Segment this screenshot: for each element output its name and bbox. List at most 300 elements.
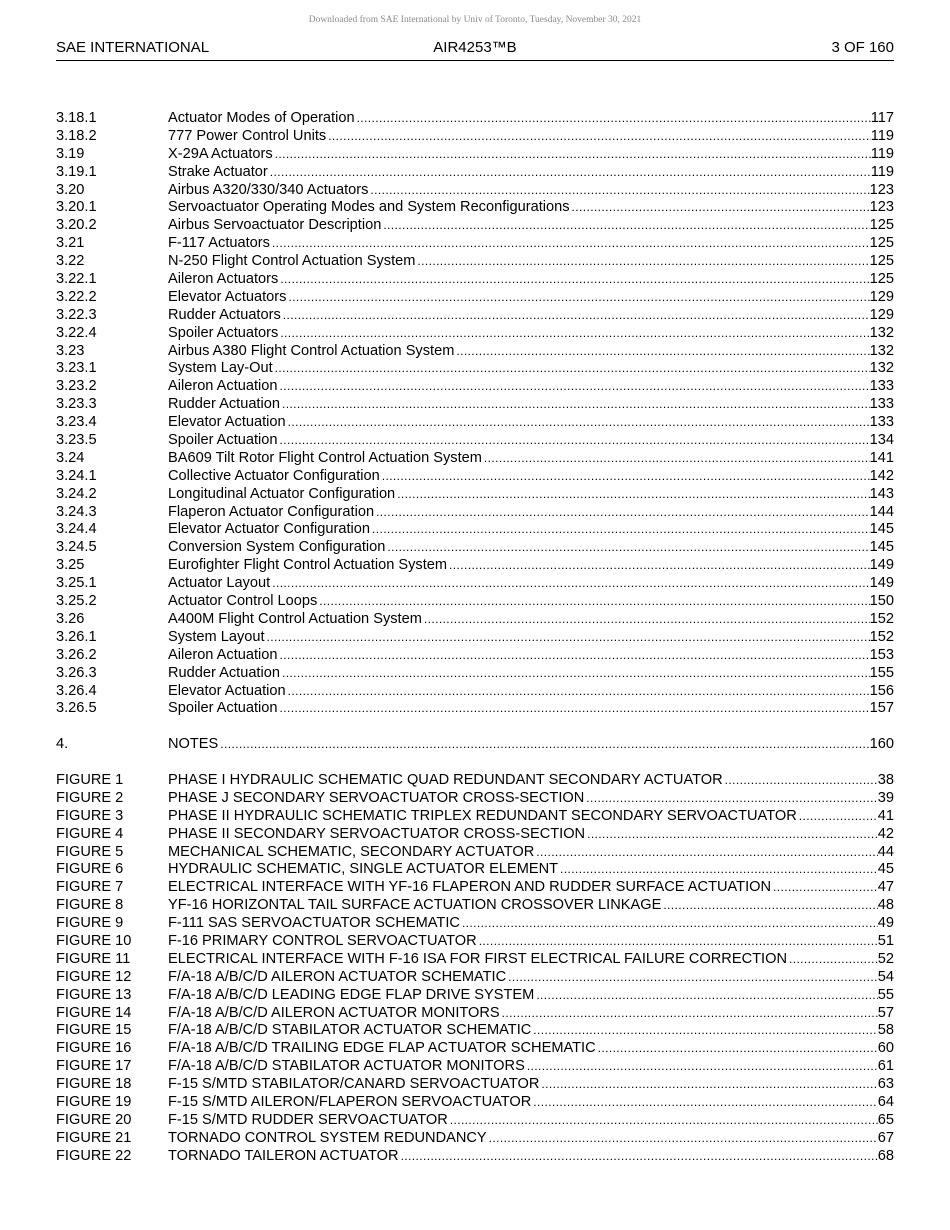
toc-entry-title: YF-16 HORIZONTAL TAIL SURFACE ACTUATION CROSSOVER LINKAGE <box>168 897 662 914</box>
dot-leader <box>270 575 869 593</box>
toc-entry-number: FIGURE 4 <box>56 825 124 842</box>
toc-entry-number: FIGURE 13 <box>56 986 132 1003</box>
toc-entry-title: ELECTRICAL INTERFACE WITH YF-16 FLAPERON AND RUDDER SURFACE ACTUATION <box>168 879 772 896</box>
toc-entry-title: BA609 Tilt Rotor Flight Control Actuation System <box>168 449 482 466</box>
toc-entry-body <box>168 969 894 987</box>
dot-leader <box>268 164 871 182</box>
toc-entry-page: 133 <box>869 414 894 431</box>
toc-entry-number: 3.23.3 <box>56 396 97 413</box>
toc-entry-page: 149 <box>869 575 894 592</box>
dot-leader <box>399 1148 878 1166</box>
dot-leader <box>570 199 870 217</box>
dot-leader <box>317 593 869 611</box>
toc-entry-body <box>168 378 894 396</box>
toc-entry-page: 42 <box>877 825 894 842</box>
dot-leader <box>487 1130 878 1148</box>
toc-entry-page: 57 <box>877 1004 894 1021</box>
toc-entry-body <box>168 307 894 325</box>
toc-entry-title: F/A-18 A/B/C/D AILERON ACTUATOR MONITORS <box>168 1004 500 1021</box>
dot-leader <box>370 521 870 539</box>
toc-figure-entry[interactable] <box>56 1112 894 1130</box>
toc-entry-body <box>168 683 894 701</box>
toc-entry-title: N-250 Flight Control Actuation System <box>168 253 416 270</box>
toc-section-entry[interactable] <box>56 343 894 361</box>
toc-section-entry[interactable] <box>56 504 894 522</box>
dot-leader <box>280 396 870 414</box>
toc-entry-page: 67 <box>877 1129 894 1146</box>
toc-entry-title: HYDRAULIC SCHEMATIC, SINGLE ACTUATOR ELEMENT <box>168 861 559 878</box>
toc-entry-page: 133 <box>869 396 894 413</box>
toc-entry-body <box>168 772 894 790</box>
dot-leader <box>448 1112 878 1130</box>
toc-section-entry[interactable] <box>56 325 894 343</box>
toc-figure-entry[interactable] <box>56 969 894 987</box>
toc-entry-title: Longitudinal Actuator Configuration <box>168 485 396 502</box>
toc-entry-page: 141 <box>869 449 894 466</box>
toc-entry-number: 3.18.1 <box>56 110 97 126</box>
toc-section-entry[interactable] <box>56 575 894 593</box>
toc-entry-title: F-117 Actuators <box>168 235 270 252</box>
toc-entry-page: 160 <box>869 736 894 752</box>
toc-entry-body <box>168 360 894 378</box>
toc-entry-body <box>168 450 894 468</box>
toc-entry-page: 132 <box>869 324 894 341</box>
toc-figures-list <box>56 772 894 1166</box>
toc-section-entry[interactable] <box>56 110 894 128</box>
dot-leader <box>381 217 869 235</box>
toc-section-entry[interactable] <box>56 378 894 396</box>
toc-entry-title: Elevator Actuation <box>168 414 286 431</box>
toc-figure-entry[interactable] <box>56 772 894 790</box>
toc-entry-page: 52 <box>877 950 894 967</box>
toc-entry-body <box>168 343 894 361</box>
toc-section-entry[interactable] <box>56 235 894 253</box>
toc-figure-entry[interactable] <box>56 1076 894 1094</box>
toc-entry-number: FIGURE 21 <box>56 1129 132 1146</box>
toc-entry-body <box>168 1076 894 1094</box>
toc-entry-page: 156 <box>869 682 894 699</box>
toc-entry-title: Collective Actuator Configuration <box>168 467 380 484</box>
toc-entry-page: 45 <box>877 861 894 878</box>
dot-leader <box>482 450 870 468</box>
toc-entry-page: 51 <box>877 933 894 950</box>
toc-entry-body <box>168 468 894 486</box>
toc-section-entry[interactable] <box>56 271 894 289</box>
dot-leader <box>380 468 870 486</box>
dot-leader <box>286 683 870 701</box>
dot-leader <box>477 933 878 951</box>
toc-entry-number: 3.20.1 <box>56 199 97 216</box>
toc-entry-title: Actuator Control Loops <box>168 593 318 610</box>
toc-entry-number: 3.22.3 <box>56 306 97 323</box>
toc-entry-page: 60 <box>877 1040 894 1057</box>
toc-entry-body <box>168 1148 894 1166</box>
toc-entry-page: 153 <box>869 646 894 663</box>
toc-entry-page: 38 <box>877 772 894 788</box>
toc-entry-number: 3.23 <box>56 342 85 359</box>
toc-section-entry[interactable] <box>56 593 894 611</box>
toc-entry-page: 142 <box>869 467 894 484</box>
toc-entry-title: TORNADO CONTROL SYSTEM REDUNDANCY <box>168 1129 487 1146</box>
toc-section-entry[interactable] <box>56 450 894 468</box>
toc-entry-number: 3.21 <box>56 235 85 252</box>
toc-entry-body <box>168 611 894 629</box>
toc-entry-title: Servoactuator Operating Modes and System Reconfigurations <box>168 199 570 216</box>
toc-entry-page: 64 <box>877 1094 894 1111</box>
toc-entry-title: Rudder Actuators <box>168 306 281 323</box>
toc-entry-number: 3.26 <box>56 610 85 627</box>
toc-entry-title: X-29A Actuators <box>168 145 273 162</box>
toc-figure-entry[interactable] <box>56 1022 894 1040</box>
toc-entry-title: F-111 SAS SERVOACTUATOR SCHEMATIC <box>168 915 460 932</box>
toc-entry-number: 3.23.4 <box>56 414 97 431</box>
toc-entry-page: 125 <box>869 253 894 270</box>
toc-entry-body <box>168 110 894 128</box>
dot-leader <box>771 879 878 897</box>
dot-leader <box>454 343 869 361</box>
toc-entry-body <box>168 1040 894 1058</box>
dot-leader <box>326 128 871 146</box>
toc-entry-number: 3.23.5 <box>56 432 97 449</box>
toc-entry-page: 61 <box>877 1058 894 1075</box>
toc-entry-body <box>168 861 894 879</box>
toc-entry-number: 3.19 <box>56 145 85 162</box>
toc-section-entry[interactable] <box>56 432 894 450</box>
toc-figure-entry[interactable] <box>56 933 894 951</box>
toc-figure-entry[interactable] <box>56 861 894 879</box>
toc-figure-entry[interactable] <box>56 808 894 826</box>
toc-entry-title: F-15 S/MTD STABILATOR/CANARD SERVOACTUATOR <box>168 1076 540 1093</box>
toc-entry-body <box>168 235 894 253</box>
toc-sections-list <box>56 110 894 718</box>
dot-leader <box>460 915 878 933</box>
toc-entry-title: Spoiler Actuation <box>168 700 278 717</box>
toc-entry-page: 48 <box>877 897 894 914</box>
toc-entry-title: ELECTRICAL INTERFACE WITH F-16 ISA FOR FIRST ELECTRICAL FAILURE CORRECTION <box>168 950 787 967</box>
toc-entry-page: 54 <box>877 968 894 985</box>
toc-entry-body <box>168 1022 894 1040</box>
toc-section-entry[interactable] <box>56 521 894 539</box>
toc-entry-title: Flaperon Actuator Configuration <box>168 503 375 520</box>
toc-entry-number: 3.25 <box>56 557 85 574</box>
toc-entry-page: 145 <box>869 539 894 556</box>
toc-entry-title: Elevator Actuation <box>168 682 286 699</box>
toc-figure-entry[interactable] <box>56 844 894 862</box>
toc-entry-number: 3.25.2 <box>56 593 97 610</box>
toc-entry-title: System Layout <box>168 628 265 645</box>
toc-entry-number: 3.20 <box>56 181 85 198</box>
toc-entry-title: F-16 PRIMARY CONTROL SERVOACTUATOR <box>168 933 477 950</box>
toc-section-entry[interactable] <box>56 629 894 647</box>
toc-entry-body <box>168 504 894 522</box>
toc-entry-number: FIGURE 5 <box>56 843 124 860</box>
toc-entry-body <box>168 1005 894 1023</box>
toc-entry-body <box>168 1058 894 1076</box>
toc-section-entry[interactable] <box>56 146 894 164</box>
toc-figure-entry[interactable] <box>56 1040 894 1058</box>
dot-leader <box>265 629 870 647</box>
dot-leader <box>584 790 877 808</box>
toc-entry-body <box>168 1112 894 1130</box>
toc-section-entry[interactable] <box>56 414 894 432</box>
toc-entry-page: 58 <box>877 1022 894 1039</box>
publisher-name: SAE INTERNATIONAL <box>56 39 210 56</box>
dot-leader <box>278 432 870 450</box>
toc-section-entry[interactable] <box>56 665 894 683</box>
toc-entry-number: 4. <box>56 736 69 752</box>
dot-leader <box>539 1076 877 1094</box>
toc-entry-title: PHASE II HYDRAULIC SCHEMATIC TRIPLEX REDUNDANT SECONDARY SERVOACTUATOR <box>168 807 797 824</box>
toc-entry-page: 63 <box>877 1076 894 1093</box>
toc-figure-entry[interactable] <box>56 1058 894 1076</box>
dot-leader <box>531 1094 877 1112</box>
toc-entry-title: F-15 S/MTD AILERON/FLAPERON SERVOACTUATOR <box>168 1094 532 1111</box>
toc-entry-number: 3.25.1 <box>56 575 97 592</box>
toc-entry-page: 149 <box>869 557 894 574</box>
dot-leader <box>368 182 869 200</box>
toc-entry-body <box>168 128 894 146</box>
toc-entry-page: 143 <box>869 485 894 502</box>
toc-section-entry[interactable] <box>56 360 894 378</box>
toc-section-entry[interactable] <box>56 217 894 235</box>
toc-entry-number: FIGURE 6 <box>56 861 124 878</box>
toc-figure-entry[interactable] <box>56 951 894 969</box>
toc-entry-number: FIGURE 15 <box>56 1022 132 1039</box>
toc-section-entry[interactable] <box>56 182 894 200</box>
toc-entry-body <box>168 879 894 897</box>
toc-entry-title: Rudder Actuation <box>168 664 280 681</box>
toc-entry-body <box>168 897 894 915</box>
dot-leader <box>278 700 870 718</box>
toc-section-entry[interactable] <box>56 164 894 182</box>
toc-entry-body <box>168 182 894 200</box>
toc-section-entry[interactable] <box>56 468 894 486</box>
toc-section-entry[interactable] <box>56 253 894 271</box>
toc-entry-body <box>168 1130 894 1148</box>
toc-section-entry[interactable] <box>56 307 894 325</box>
toc-figure-entry[interactable] <box>56 879 894 897</box>
toc-entry-body <box>168 521 894 539</box>
dot-leader <box>506 969 878 987</box>
download-banner: Downloaded from SAE International by Univ of Toronto, Tuesday, November 30, 2021 <box>308 15 642 25</box>
toc-section-entry[interactable] <box>56 700 894 718</box>
toc-entry-page: 49 <box>877 915 894 932</box>
toc-entry-title: PHASE J SECONDARY SERVOACTUATOR CROSS-SECTION <box>168 789 585 806</box>
dot-leader <box>422 611 870 629</box>
toc-entry-number: 3.18.2 <box>56 127 97 144</box>
toc-section-entry[interactable] <box>56 539 894 557</box>
toc-entry-body <box>168 146 894 164</box>
toc-entry-page: 119 <box>870 163 894 180</box>
dot-leader <box>531 1022 877 1040</box>
toc-entry-title: Aileron Actuation <box>168 646 278 663</box>
toc-entry-page: 155 <box>869 664 894 681</box>
toc-entry-body <box>168 289 894 307</box>
toc-entry-page: 132 <box>869 360 894 377</box>
toc-entry-page: 152 <box>869 610 894 627</box>
toc-entry-number: FIGURE 14 <box>56 1004 132 1021</box>
toc-figure-entry[interactable] <box>56 987 894 1005</box>
toc-entry-title: Conversion System Configuration <box>168 539 386 556</box>
toc-entry-number: 3.24.3 <box>56 503 97 520</box>
toc-entry-body <box>168 414 894 432</box>
toc-entry-body <box>168 217 894 235</box>
toc-entry-body <box>168 486 894 504</box>
dot-leader <box>273 360 870 378</box>
toc-entry-body <box>168 557 894 575</box>
toc-entry-page: 125 <box>869 235 894 252</box>
toc-entry-title: Rudder Actuation <box>168 396 280 413</box>
dot-leader <box>797 808 878 826</box>
toc-entry-title: Aileron Actuation <box>168 378 278 395</box>
toc-entry-title: F/A-18 A/B/C/D LEADING EDGE FLAP DRIVE SYSTEM <box>168 986 535 1003</box>
toc-entry-title: Airbus A380 Flight Control Actuation System <box>168 342 455 359</box>
toc-entry-number: 3.22.2 <box>56 288 97 305</box>
toc-figure-entry[interactable] <box>56 826 894 844</box>
document-id: AIR4253™B <box>433 39 517 56</box>
toc-section-entry[interactable] <box>56 289 894 307</box>
toc-figure-entry[interactable] <box>56 790 894 808</box>
dot-leader <box>585 826 878 844</box>
dot-leader <box>447 557 870 575</box>
dot-leader <box>534 987 877 1005</box>
toc-figure-entry[interactable] <box>56 1130 894 1148</box>
toc-entry-page: 39 <box>877 789 894 806</box>
toc-entry-notes[interactable] <box>56 736 894 754</box>
toc-entry-number: 3.24.2 <box>56 485 97 502</box>
dot-leader <box>278 271 869 289</box>
toc-entry-number: 3.22 <box>56 253 85 270</box>
toc-entry-page: 55 <box>877 986 894 1003</box>
toc-entry-page: 129 <box>869 288 894 305</box>
toc-notes-list <box>56 736 894 754</box>
toc-entry-page: 144 <box>869 503 894 520</box>
toc-entry-number: 3.23.2 <box>56 378 97 395</box>
toc-section-entry[interactable] <box>56 396 894 414</box>
toc-section-entry[interactable] <box>56 199 894 217</box>
toc-entry-number: FIGURE 20 <box>56 1111 132 1128</box>
dot-leader <box>278 647 870 665</box>
toc-entry-body <box>168 736 894 754</box>
toc-entry-body <box>168 826 894 844</box>
toc-entry-page: 119 <box>870 145 894 162</box>
toc-entry-page: 132 <box>869 342 894 359</box>
dot-leader <box>355 110 871 128</box>
toc-entry-title: Elevator Actuator Configuration <box>168 521 370 538</box>
toc-entry-body <box>168 647 894 665</box>
toc-entry-number: 3.23.1 <box>56 360 97 377</box>
toc-entry-number: FIGURE 1 <box>56 772 124 788</box>
toc-entry-page: 44 <box>877 843 894 860</box>
toc-entry-page: 150 <box>869 593 894 610</box>
toc-entry-number: 3.20.2 <box>56 217 97 234</box>
toc-section-entry[interactable] <box>56 647 894 665</box>
toc-entry-title: TORNADO TAILERON ACTUATOR <box>168 1147 399 1164</box>
toc-entry-body <box>168 700 894 718</box>
dot-leader <box>395 486 869 504</box>
toc-entry-title: System Lay-Out <box>168 360 273 377</box>
toc-entry-body <box>168 915 894 933</box>
page-header <box>56 38 894 61</box>
toc-entry-page: 125 <box>869 271 894 288</box>
toc-entry-page: 123 <box>869 181 894 198</box>
toc-entry-page: 125 <box>869 217 894 234</box>
toc-section-entry[interactable] <box>56 683 894 701</box>
dot-leader <box>787 951 878 969</box>
toc-entry-title: PHASE II SECONDARY SERVOACTUATOR CROSS-SECTION <box>168 825 586 842</box>
toc-section-entry[interactable] <box>56 557 894 575</box>
dot-leader <box>286 414 870 432</box>
toc-entry-page: 65 <box>877 1111 894 1128</box>
toc-entry-number: FIGURE 10 <box>56 933 132 950</box>
toc-entry-number: FIGURE 12 <box>56 968 132 985</box>
toc-entry-title: F/A-18 A/B/C/D STABILATOR ACTUATOR SCHEMATIC <box>168 1022 532 1039</box>
toc-entry-number: FIGURE 22 <box>56 1147 132 1164</box>
toc-figure-entry[interactable] <box>56 1148 894 1166</box>
dot-leader <box>661 897 877 915</box>
toc-section-entry[interactable] <box>56 128 894 146</box>
toc-entry-body <box>168 199 894 217</box>
dot-leader <box>596 1040 878 1058</box>
toc-entry-number: FIGURE 3 <box>56 807 124 824</box>
toc-entry-body <box>168 575 894 593</box>
toc-entry-number: FIGURE 7 <box>56 879 124 896</box>
toc-section-entry[interactable] <box>56 611 894 629</box>
toc-entry-title: MECHANICAL SCHEMATIC, SECONDARY ACTUATOR <box>168 843 535 860</box>
toc-figure-entry[interactable] <box>56 1005 894 1023</box>
toc-entry-body <box>168 808 894 826</box>
toc-figure-entry[interactable] <box>56 915 894 933</box>
toc-entry-body <box>168 844 894 862</box>
toc-entry-title: F/A-18 A/B/C/D STABILATOR ACTUATOR MONITORS <box>168 1058 525 1075</box>
dot-leader <box>415 253 869 271</box>
toc-entry-number: FIGURE 9 <box>56 915 124 932</box>
toc-entry-number: 3.24 <box>56 449 85 466</box>
toc-entry-page: 145 <box>869 521 894 538</box>
toc-entry-body <box>168 253 894 271</box>
toc-entry-body <box>168 396 894 414</box>
toc-entry-title: F-15 S/MTD RUDDER SERVOACTUATOR <box>168 1111 448 1128</box>
toc-entry-number: 3.22.4 <box>56 324 97 341</box>
dot-leader <box>558 861 878 879</box>
dot-leader <box>281 307 870 325</box>
dot-leader <box>525 1058 878 1076</box>
toc-entry-number: FIGURE 11 <box>56 950 131 967</box>
toc-entry-number: 3.19.1 <box>56 163 97 180</box>
toc-entry-title: Eurofighter Flight Control Actuation System <box>168 557 448 574</box>
toc-entry-number: 3.22.1 <box>56 271 97 288</box>
dot-leader <box>385 539 869 557</box>
toc-figure-entry[interactable] <box>56 897 894 915</box>
toc-section-entry[interactable] <box>56 486 894 504</box>
toc-figure-entry[interactable] <box>56 1094 894 1112</box>
toc-entry-title: Strake Actuator <box>168 163 268 180</box>
toc-entry-body <box>168 325 894 343</box>
toc-entry-number: 3.24.5 <box>56 539 97 556</box>
toc-entry-number: 3.26.4 <box>56 682 97 699</box>
toc-entry-number: 3.26.2 <box>56 646 97 663</box>
toc-entry-page: 129 <box>869 306 894 323</box>
toc-entry-number: FIGURE 19 <box>56 1094 132 1111</box>
toc-entry-page: 133 <box>869 378 894 395</box>
toc-entry-page: 47 <box>877 879 894 896</box>
toc-entry-body <box>168 629 894 647</box>
dot-leader <box>273 146 871 164</box>
toc-entry-title: Actuator Layout <box>168 575 271 592</box>
dot-leader <box>270 235 870 253</box>
toc-entry-body <box>168 987 894 1005</box>
toc-entry-title: A400M Flight Control Actuation System <box>168 610 422 627</box>
